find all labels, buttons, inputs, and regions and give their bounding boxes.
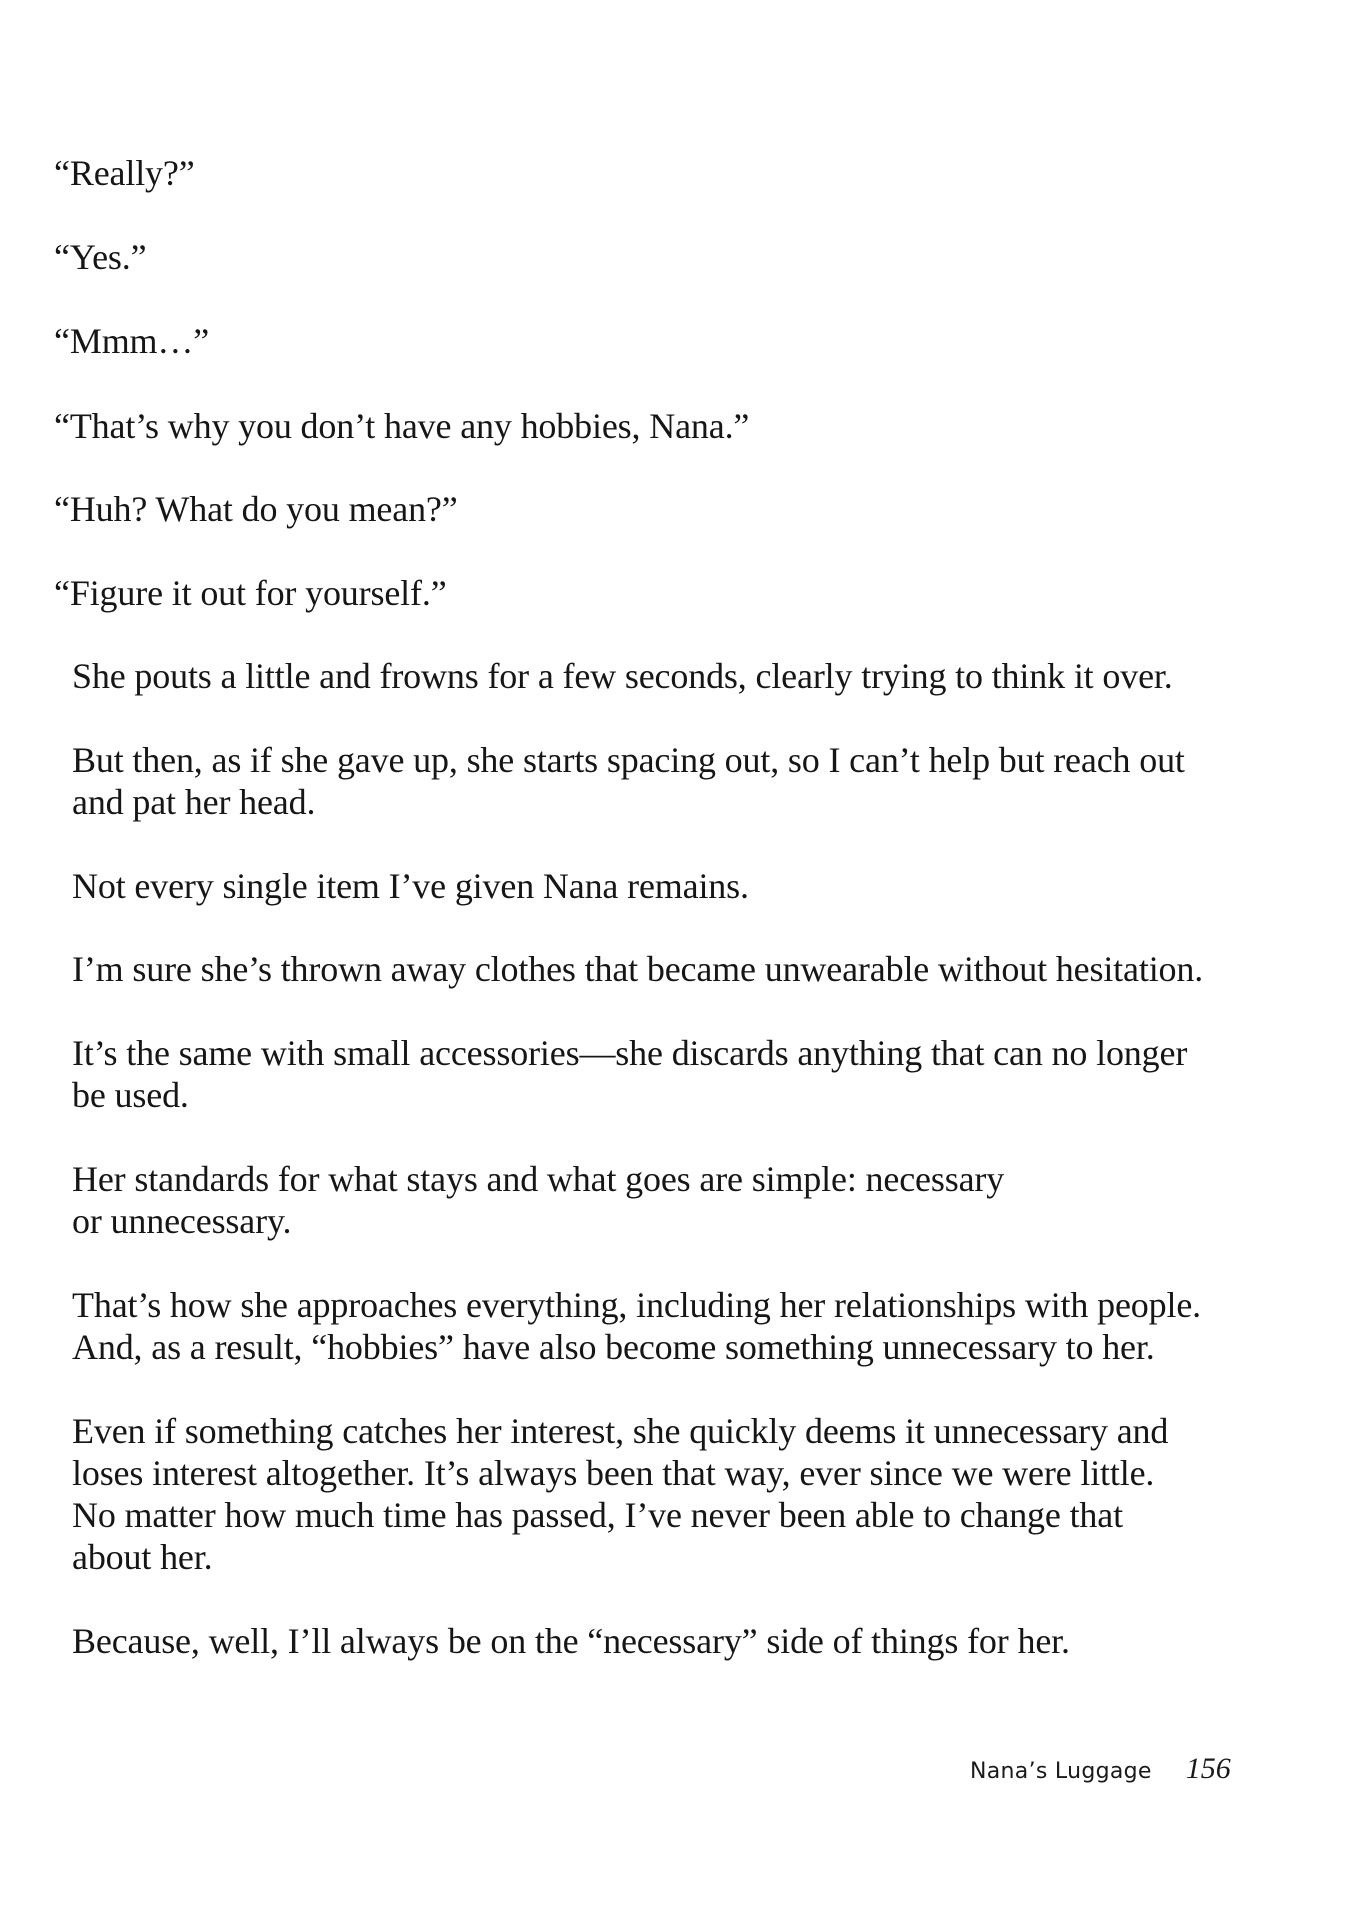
paragraph-narration: I’m sure she’s thrown away clothes that became unwearable without hesitation.: [72, 949, 1204, 989]
paragraph-dialogue: “Really?”: [54, 153, 195, 193]
paragraph-narration-cont: and pat her head.: [72, 782, 316, 822]
paragraph-narration: Because, well, I’ll always be on the “necessary” side of things for her.: [72, 1621, 1070, 1661]
paragraph-dialogue: “Huh? What do you mean?”: [54, 489, 458, 529]
book-title: Nana’s Luggage: [970, 1759, 1152, 1784]
paragraph-narration-cont: be used.: [72, 1075, 189, 1115]
paragraph-dialogue: “That’s why you don’t have any hobbies, Nana.”: [54, 406, 750, 446]
paragraph-narration: Not every single item I’ve given Nana remains.: [72, 866, 749, 906]
paragraph-narration: That’s how she approaches everything, including her relationships with people.: [72, 1285, 1202, 1325]
paragraph-narration-cont: loses interest altogether. It’s always been that way, ever since we were little.: [72, 1453, 1155, 1493]
paragraph-narration: Even if something catches her interest, she quickly deems it unnecessary and: [72, 1411, 1169, 1451]
paragraph-narration-cont: about her.: [72, 1537, 213, 1577]
paragraph-narration: She pouts a little and frowns for a few seconds, clearly trying to think it over.: [72, 656, 1173, 696]
paragraph-narration-cont: No matter how much time has passed, I’ve never been able to change that: [72, 1495, 1123, 1535]
page-footer: [970, 1752, 1231, 1792]
paragraph-narration: It’s the same with small accessories—she discards anything that can no longer: [72, 1033, 1188, 1073]
paragraph-narration-cont: And, as a result, “hobbies” have also become something unnecessary to her.: [72, 1327, 1155, 1367]
paragraph-narration: Her standards for what stays and what goes are simple: necessary: [72, 1159, 1005, 1199]
paragraph-narration-cont: or unnecessary.: [72, 1201, 292, 1241]
paragraph-dialogue: “Figure it out for yourself.”: [54, 573, 447, 613]
paragraph-dialogue: “Mmm…”: [54, 321, 210, 361]
paragraph-dialogue: “Yes.”: [54, 237, 147, 277]
page-number: 156: [1185, 1752, 1231, 1785]
paragraph-narration: But then, as if she gave up, she starts spacing out, so I can’t help but reach out: [72, 740, 1185, 780]
